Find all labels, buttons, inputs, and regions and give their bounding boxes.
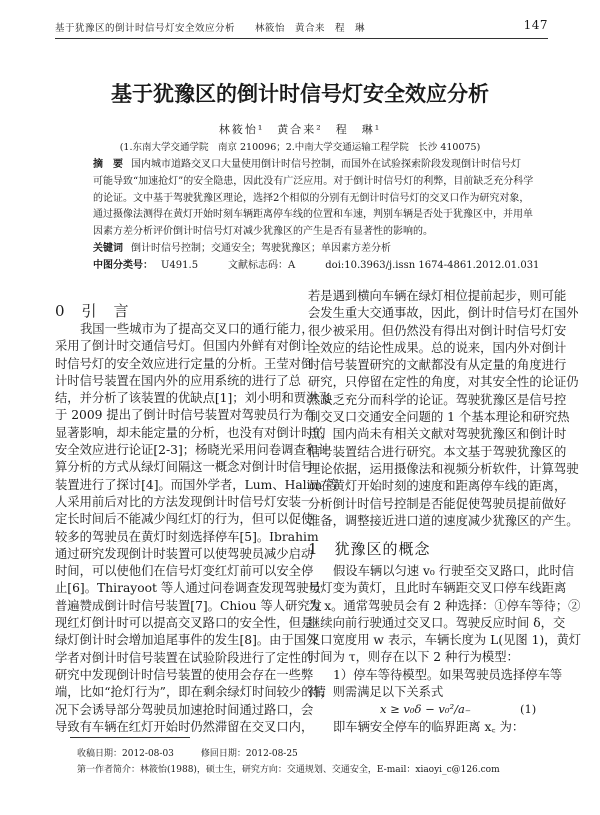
body-line: 员在黄灯开始时刻的速度和距离停车线的距离， (308, 479, 567, 494)
abstract-text: 国内城市道路交叉口大量使用倒计时信号控制，而国外在试验探索阶段发现倒计时信号灯 (131, 159, 521, 170)
body-line: 待，则需满足以下关系式 (308, 685, 444, 700)
body-line: 号灯变为黄灯，且此时车辆距交叉口停车线距离 (308, 581, 567, 596)
header-rule (55, 38, 548, 39)
body-line: 分析倒计时信号控制是否能促使驾驶员提前做好 (308, 496, 567, 511)
author-list: 林筱怡¹ 黄合来² 程 琳¹ (218, 123, 382, 136)
abstract-line (93, 191, 530, 208)
body-line: 于 2009 提出了倒计时信号装置对驾驶员行为有 (55, 408, 316, 423)
body-line: 假设车辆以匀速 v₀ 行驶至交叉路口，此时信 (333, 564, 575, 578)
body-line: 叉口宽度用 w 表示，车辆长度为 L(见图 1)，黄灯 (308, 633, 582, 648)
right-column-body-section1 (308, 563, 582, 701)
body-line: 端，比如“抢灯行为”，即在剩余绿灯时间较少的情 (55, 685, 326, 700)
body-line: 若是遇到横向车辆在绿灯相位提前起步，则可能 (308, 289, 567, 303)
body-line: 我国一些城市为了提高交叉口的通行能力， (80, 322, 314, 336)
equation-number: (1) (520, 702, 537, 716)
body-line: 会发生重大交通事故，因此，倒计时信号灯在国外 (308, 306, 579, 321)
equation-1: x ≥ v₀δ − v₀²/a₋ (380, 702, 471, 716)
affiliations: (1.东南大学交通学院 南京 210096；2.中南大学交通运输工程学院 长沙 410075) (119, 142, 481, 153)
body-line: 然缺乏充分而科学的论证。驾驶犹豫区是信号控 (308, 392, 567, 407)
body-line: 人采用前后对比的方法发现倒计时信号灯安装一 (55, 494, 314, 509)
page-number: 147 (523, 18, 548, 32)
running-header-text: 基于犹豫区的倒计时信号灯安全效应分析 林筱怡 黄合来 程 琳 (55, 23, 366, 34)
body-line: 绿灯倒计时会增加追尾事件的发生[8]。由于国外 (55, 633, 319, 648)
abstract-label: 关键词 (93, 242, 123, 254)
body-line: 显著影响，却未能定量的分析，也没有对倒计时的 (55, 425, 326, 440)
body-line: 时间为 τ，则存在以下 2 种行为模型： (308, 650, 519, 665)
abstract-line (93, 174, 534, 191)
body-line: 继续向前行驶通过交叉口。驾驶反应时间 δ，交 (308, 615, 566, 630)
abstract-label: 摘 要 (93, 159, 123, 170)
running-header (55, 20, 548, 34)
body-line: 通过研究发现倒计时装置可以使驾驶员减少启动 (55, 546, 314, 561)
footnote-rule (70, 737, 190, 738)
section-heading-introduction: 0 引 言 (55, 302, 130, 320)
abstract-line (93, 241, 520, 258)
body-line: 定长时间后不能减少闯红灯的行为，但可以促使 (55, 512, 314, 527)
body-line: 即车辆安全停车的临界距离 x꜀ 为： (333, 720, 525, 734)
body-line: 现红灯倒计时可以提高交叉路口的安全性，但是 (55, 616, 314, 631)
body-line: 况下会诱导部分驾驶员加速抢时间通过路口，会 (55, 702, 314, 717)
section-heading-concept: 1 犹豫区的概念 (308, 540, 431, 558)
body-line: 采用了倒计时交通信号灯。但国内外鲜有对倒计 (55, 339, 314, 354)
body-line: 普遍赞成倒计时信号装置[7]。Chiou 等人研究发 (55, 598, 322, 613)
body-line: 时间，可以使他们在信号灯变红灯前可以安全停 (55, 564, 314, 579)
body-line: 点。国内尚未有相关文献对驾驶犹豫区和倒计时 (308, 427, 567, 442)
abstract-line (93, 157, 520, 174)
footnote-author-bio: 第一作者简介：林筱怡(1988)，硕士生，研究方向：交通规划、交通安全，E-mail：xiaoyi_c@126.com (77, 765, 500, 775)
paper-title: 基于犹豫区的倒计时信号灯安全效应分析 (111, 81, 489, 106)
body-line: 较多的驾驶员在黄灯时刻选择停车[5]。Ibrahim (55, 529, 319, 544)
body-line: 止[6]。Thirayoot 等人通过问卷调查发现驾驶员 (55, 581, 321, 596)
body-line: 算分析的方式从绿灯间隔这一概念对倒计时信号 (55, 460, 314, 475)
body-line: 准备，调整接近进口道的速度减少犹豫区的产生。 (308, 513, 579, 528)
footnote-received-dates: 收稿日期：2012-08-03 修回日期：2012-08-25 (77, 749, 298, 759)
abstract-line (93, 207, 533, 224)
body-line: 信号装置结合进行研究。本文基于驾驶犹豫区的 (308, 444, 567, 459)
body-line: 时信号灯的安全效应进行定量的分析。王莹对倒 (55, 356, 314, 371)
body-line: 时信号装置研究的文献都没有从定量的角度进行 (308, 358, 567, 373)
body-line: 理论依据，运用摄像法和视频分析软件，计算驾驶 (308, 461, 579, 476)
body-line: 安全效应进行论证[2-3]；杨晓光采用问卷调查和计 (55, 443, 331, 458)
abstract-text: 的论证。文中基于驾驶犹豫区理论，选择2个相似的分别有无倒计时信号灯的交叉口作为研究对象， (93, 192, 530, 204)
body-line: 为 x。通常驾驶员会有 2 种选择：①停车等待；② (308, 598, 581, 613)
body-line: 全效应的结论性成果。总的说来，国内外对倒计 (308, 340, 567, 355)
body-line: 导致有车辆在红灯开始时仍然滞留在交叉口内， (55, 719, 314, 734)
left-column-body (55, 321, 339, 736)
right-column-body (308, 288, 579, 530)
abstract-text: 因素方差分析评价倒计时信号灯对减少犹豫区的产生是否有显著性的影响的。 (93, 226, 433, 238)
abstract-label: 中图分类号： (93, 259, 153, 271)
abstract-line (93, 258, 540, 275)
abstract-block (93, 157, 540, 275)
abstract-text: 倒计时信号控制；交通安全；驾驶犹豫区；单因素方差分析 (131, 242, 391, 254)
body-line: 计时信号装置在国内外的应用系统的进行了总 (55, 373, 301, 388)
body-line: 很少被采用。但仍然没有得出对倒计时信号灯安 (308, 323, 567, 338)
body-line: 1）停车等待模型。如果驾驶员选择停车等 (333, 667, 563, 682)
abstract-text: 可能导致“加速抢灯”的安全隐患，因此没有广泛应用。对于倒计时信号灯的利弊，目前缺乏充分科学 (93, 175, 534, 187)
equation-followup (308, 719, 548, 736)
body-line: 学者对倒计时信号装置在试验阶段进行了定性的 (55, 650, 314, 665)
body-line: 研究中发现倒计时信号装置的使用会存在一些弊 (55, 667, 314, 682)
abstract-text: 通过摄像法测得在黄灯开始时刻车辆距离停车线的位置和车速，判别车辆是否处于犹豫区中，并用单 (93, 209, 533, 221)
abstract-text: U491.5 文献标志码：A doi:10.3963/j.issn 1674-4861.2012.01.031 (161, 259, 540, 271)
body-line: 结，并分析了该装置的优缺点[1]；刘小明和贾洪飞 (55, 391, 331, 406)
body-line: 制交叉口交通安全问题的 1 个基本理论和研究热 (308, 410, 570, 425)
abstract-line (93, 224, 520, 241)
body-line: 研究，只停留在定性的角度，对其安全性的论证仍 (308, 375, 579, 390)
body-line: 装置进行了探讨[4]。而国外学者，Lum、Halim 等 (55, 477, 339, 492)
